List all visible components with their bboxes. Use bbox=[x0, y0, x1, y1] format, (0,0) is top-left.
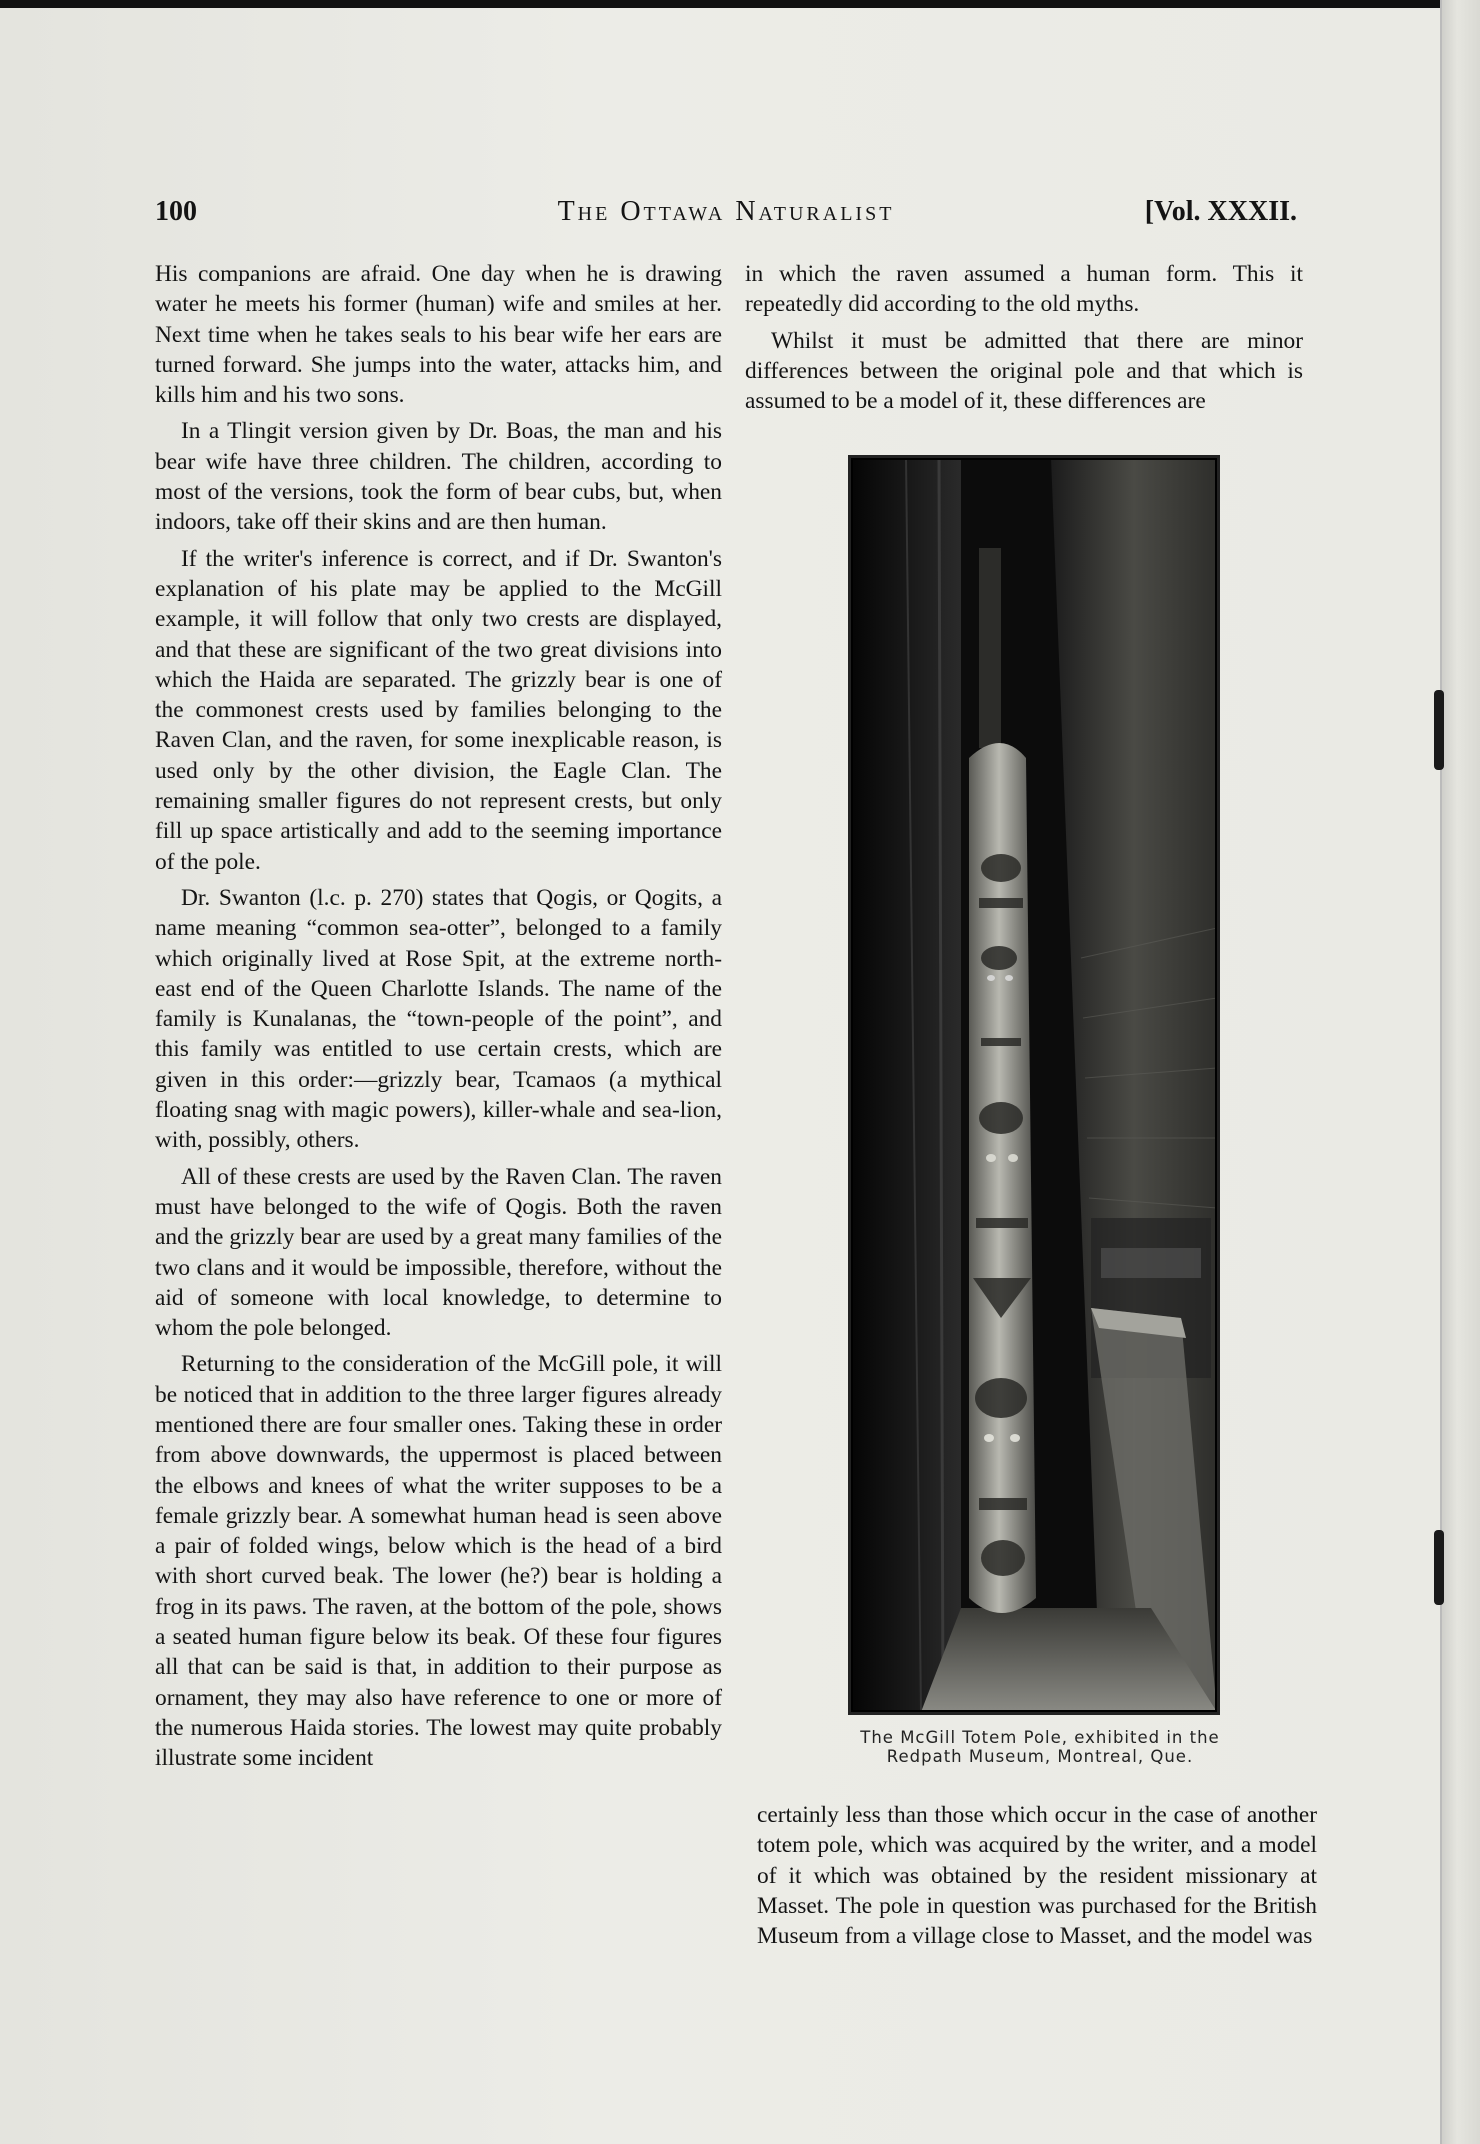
page-number: 100 bbox=[155, 196, 197, 227]
binding-mark bbox=[1434, 690, 1444, 770]
figure-caption bbox=[780, 1728, 1300, 1766]
caption-line: Redpath Museum, Montreal, Que. bbox=[886, 1747, 1194, 1766]
paragraph: In a Tlingit version given by Dr. Boas, the man and his bear wife have three children. The children, according to most of the versions, took the form of bear cubs, but, when indoors, take off their skins and are then human. bbox=[155, 418, 722, 536]
scan-top-edge bbox=[0, 0, 1480, 8]
paragraph: in which the raven assumed a human form. This it repeatedly did according to the old myths. bbox=[745, 261, 1303, 318]
paragraph: Whilst it must be admitted that there are minor differences between the original pole and that which is assumed to be a model of it, these differences are bbox=[745, 327, 1303, 415]
right-column-top bbox=[745, 259, 1303, 422]
paragraph: If the writer's inference is correct, and if Dr. Swanton's explanation of his plate may be applied to the McGill example, it will follow that only two crests are displayed, and that these are significant of the two great divisions into which the Haida are separated. The grizzly bear is one of the commonest crests used by families belonging to the Raven Clan, and the raven, for some inexplicable reason, is used only by the other division, the Eagle Clan. The remaining smaller figures do not represent crests, but only fill up space artistically and add to the seeming importance of the pole. bbox=[155, 545, 722, 875]
paragraph: Dr. Swanton (l.c. p. 270) states that Qogis, or Qogits, a name meaning “common sea-otter”, belonged to a family which originally lived at Rose Spit, at the extreme north-east end of the Queen Charlotte Islands. The name of the family is Kunalanas, the “town-people of the point”, and this family was entitled to use certain crests, which are given in this order:—grizzly bear, Tcamaos (a mythical floating snag with magic powers), killer-whale and sea-lion, with, possibly, others. bbox=[155, 884, 722, 1154]
totem-pole-image bbox=[851, 458, 1217, 1712]
paragraph: All of these crests are used by the Raven Clan. The raven must have belonged to the wife of Qogis. Both the raven and the grizzly bear are used by a great many families of the two clans and it would be impossible, therefore, without the aid of someone with local knowledge, to determine to whom the pole belonged. bbox=[155, 1163, 722, 1342]
scan-right-edge bbox=[1440, 0, 1480, 2144]
paragraph: Returning to the consideration of the McGill pole, it will be noticed that in addition to the three larger figures already mentioned there are four smaller ones. Taking these in order from above downwards, the uppermost is placed between the elbows and knees of what the writer supposes to be a female grizzly bear. A somewhat human head is seen above a pair of folded wings, below which is the head of a bird with short curved beak. The lower (he?) bear is holding a frog in its paws. The raven, at the bottom of the pole, shows a seated human figure below its beak. Of these four figures all that can be said is that, in addition to their purpose as ornament, they may also have reference to one or more of the numerous Haida stories. The lowest may quite probably illustrate some incident bbox=[155, 1351, 722, 1772]
journal-title: The Ottawa Naturalist bbox=[557, 196, 895, 227]
paragraph: His companions are afraid. One day when he is drawing water he meets his former (human) wife and smiles at her. Next time when he takes seals to his bear wife her ears are turned forward. She jumps into the water, attacks him, and kills him and his two sons. bbox=[155, 261, 722, 409]
right-column-bottom bbox=[757, 1800, 1317, 1957]
binding-mark bbox=[1434, 1530, 1444, 1605]
left-column bbox=[155, 259, 722, 1780]
totem-pole-photograph bbox=[848, 455, 1220, 1715]
paragraph: certainly less than those which occur in the case of another totem pole, which was acquired by the writer, and a model of it which was obtained by the resident missionary at Masset. The pole in question was purchased for the British Museum from a village close to Masset, and the model was bbox=[757, 1802, 1317, 1950]
running-header bbox=[155, 196, 1297, 236]
caption-line: The McGill Totem Pole, exhibited in the bbox=[860, 1728, 1220, 1747]
volume-label: [Vol. XXXII. bbox=[1144, 196, 1297, 227]
